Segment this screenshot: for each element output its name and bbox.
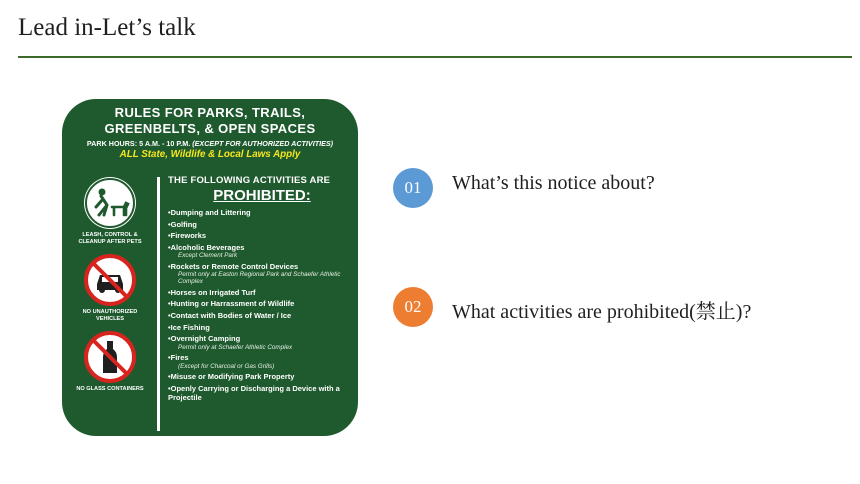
prohibited-item-text: •Contact with Bodies of Water / Ice (168, 311, 292, 321)
prohibited-item (168, 231, 356, 240)
prohibited-item-text: •Golfing (168, 219, 197, 229)
sign-hours-note: (EXCEPT FOR AUTHORIZED ACTIVITIES) (192, 139, 334, 148)
prohibited-item (168, 288, 356, 297)
prohibited-item-note: Except Clement Park (178, 252, 238, 260)
prohibited-item (168, 323, 356, 332)
prohibited-item-text: •Fires (168, 353, 189, 363)
prohibited-item-text: •Horses on Irrigated Turf (168, 287, 256, 297)
prohibited-item-note: (Except for Charcoal or Gas Grills) (178, 362, 275, 370)
sign-header-line2: GREENBELTS, & OPEN SPACES (104, 121, 316, 136)
prohibited-heading: PROHIBITED: (213, 187, 311, 204)
sign-icon-column (70, 177, 150, 401)
question-2-badge: 02 (393, 287, 433, 327)
title-underline (18, 56, 852, 58)
question-1-text: What’s this notice about? (452, 172, 655, 194)
prohibited-item (168, 220, 356, 229)
prohibited-item (168, 311, 356, 320)
prohibited-item-text: •Openly Carrying or Discharging a Device with a Projectile (168, 383, 340, 403)
prohibited-item-text: •Alcoholic Beverages (168, 242, 245, 252)
slide-title: Lead in-Let’s talk (18, 14, 196, 41)
prohibited-list (168, 175, 356, 402)
prohibited-item (168, 243, 356, 260)
prohibited-item-text: •Dumping and Littering (168, 208, 251, 217)
pets-label: LEASH, CONTROL & CLEANUP AFTER PETS (78, 232, 142, 245)
sign-hours (62, 139, 358, 148)
prohibited-item-note: Permit only at Schaefer Athletic Complex (178, 343, 293, 351)
prohibited-item (168, 262, 356, 286)
sign-hours-text: PARK HOURS: 5 A.M. - 10 P.M. (86, 139, 191, 148)
vehicles-label: NO UNAUTHORIZED VEHICLES (82, 309, 138, 322)
no-vehicle-icon (84, 254, 136, 306)
question-1-badge: 01 (393, 168, 433, 208)
prohibited-items (168, 208, 356, 402)
park-rules-sign (62, 99, 358, 436)
sign-header (62, 105, 358, 137)
sign-divider (157, 177, 160, 431)
prohibited-item (168, 299, 356, 308)
prohibited-item-text: •Rockets or Remote Control Devices (168, 261, 299, 271)
prohibited-item (168, 208, 356, 217)
prohibited-item-note: Permit only at Easton Regional Park and Schaefer Athletic Complex (178, 271, 341, 286)
glass-label: NO GLASS CONTAINERS (76, 386, 144, 392)
prohibited-item-text: •Hunting or Harrassment of Wildlife (168, 299, 295, 309)
question-2-text: What activities are prohibited(禁止)? (452, 301, 752, 323)
prohibited-item-text: •Fireworks (168, 231, 207, 241)
following-heading: THE FOLLOWING ACTIVITIES ARE (168, 175, 331, 186)
prohibited-item-text: •Ice Fishing (168, 322, 210, 332)
prohibited-item-text: •Overnight Camping (168, 334, 241, 344)
prohibited-item-text: •Misuse or Modifying Park Property (168, 372, 295, 382)
sign-header-line1: RULES FOR PARKS, TRAILS, (114, 105, 306, 120)
prohibited-item (168, 353, 356, 370)
prohibited-item (168, 372, 356, 381)
sign-laws: ALL State, Wildlife & Local Laws Apply (119, 149, 301, 160)
prohibited-item (168, 384, 356, 403)
no-glass-bottle-icon (84, 331, 136, 383)
dog-walker-icon (84, 177, 136, 229)
prohibited-item (168, 334, 356, 351)
